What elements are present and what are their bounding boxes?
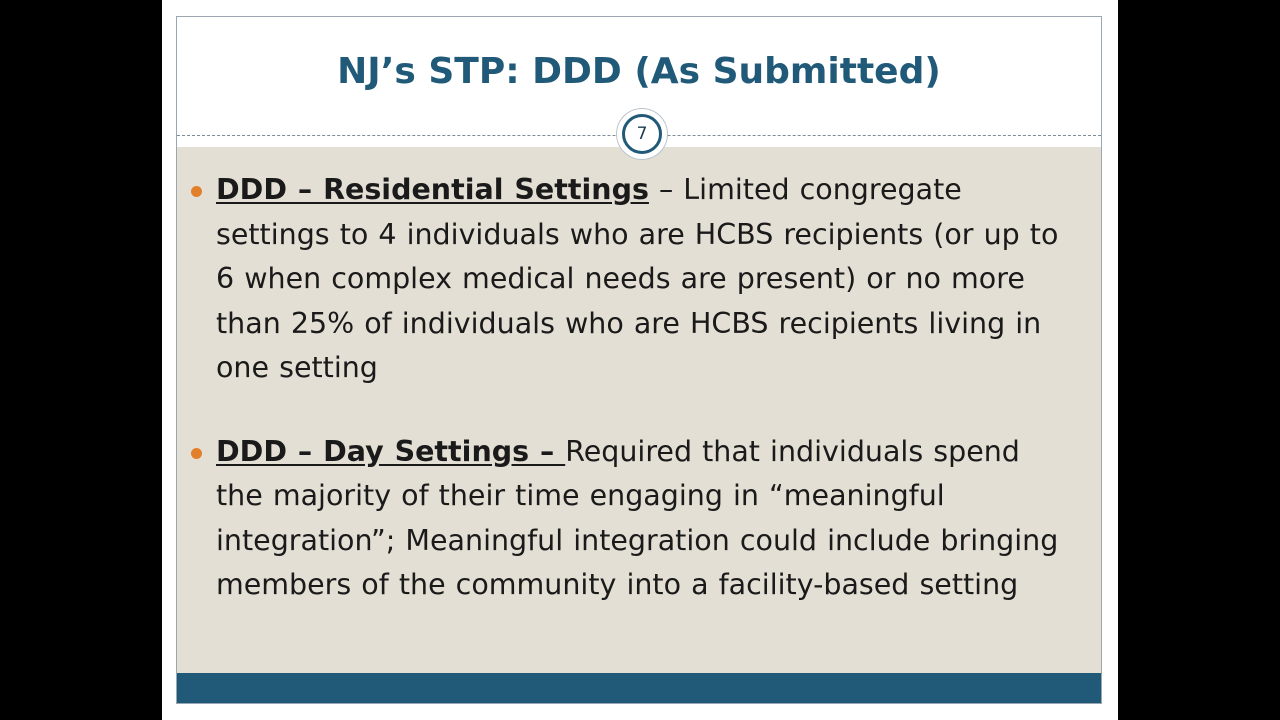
bullet-text: Required that individuals spend the majority of their time engaging in “meaningful integration”; Meaningful integration could include bringing members of the community into a facility-based setting: [216, 434, 1059, 601]
bullet-list: [216, 168, 1066, 608]
bullet-dot-icon: [191, 186, 202, 197]
bullet-item: [216, 430, 1066, 608]
page-number: 7: [622, 114, 662, 154]
footer-bar: [177, 673, 1101, 703]
bullet-text: – Limited congregate settings to 4 individuals who are HCBS recipients (or up to 6 when complex medical needs are present) or no more than 25% of individuals who are HCBS recipients living in one setting: [216, 173, 1059, 384]
page-number-badge: [617, 109, 667, 159]
slide-title: NJ’s STP: DDD (As Submitted): [337, 51, 941, 92]
bullet-heading: DDD – Residential Settings: [216, 173, 649, 206]
bullet-dot-icon: [191, 448, 202, 459]
slide: [162, 0, 1118, 720]
bullet-item: [216, 168, 1066, 391]
bullet-heading: DDD – Day Settings –: [216, 434, 566, 468]
